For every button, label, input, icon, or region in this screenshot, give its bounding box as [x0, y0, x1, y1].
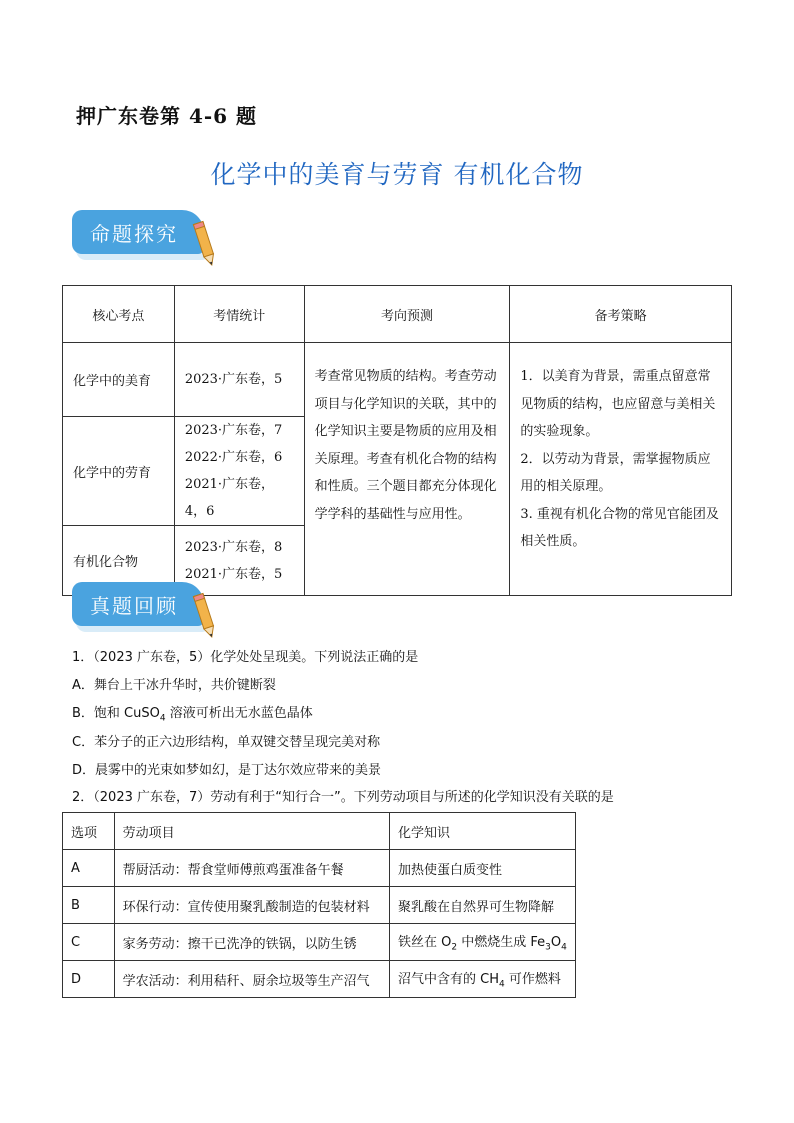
knowledge-cell: [389, 924, 575, 961]
knowledge-text: 沼气中含有的 CH: [397, 972, 499, 988]
stat-line: 2021·广东卷，4，6: [184, 477, 275, 519]
option-cell: C: [63, 924, 115, 961]
table-header-row: [63, 813, 576, 850]
stat-line: 2021·广东卷，5: [184, 566, 283, 582]
knowledge-text: 可作燃料: [504, 972, 561, 988]
stats-cell: [174, 417, 304, 526]
stat-line: 2023·广东卷，8: [184, 539, 283, 555]
pencil-icon: [192, 220, 218, 268]
page-title: 化学中的美育与劳育 有机化合物: [210, 160, 584, 189]
option-cell: B: [63, 887, 115, 924]
exam-supertitle: 押广东卷第 4-6 题: [76, 104, 258, 128]
topic-cell: 有机化合物: [63, 526, 175, 596]
section-badge-exploration: [72, 210, 220, 266]
strategy-cell: [510, 343, 732, 596]
option-cell: A: [63, 850, 115, 887]
prediction-cell: 考查常见物质的结构。考查劳动项目与化学知识的关联，其中的化学知识主要是物质的应用及相关原理。考查有机化合物的结构和性质。三个题目都充分体现化学学科的基础性与应用性。: [304, 343, 510, 596]
subscript: 4: [561, 942, 567, 953]
topic-cell: 化学中的劳育: [63, 417, 175, 526]
project-cell: 家务劳动：擦干已洗净的铁锅，以防生锈: [114, 924, 389, 961]
knowledge-cell: 聚乳酸在自然界可生物降解: [389, 887, 575, 924]
table-row: [63, 850, 576, 887]
header-cell: 考向预测: [304, 286, 510, 343]
strategy-item: 1．以美育为背景，需重点留意常见物质的结构，也应留意与美相关的实验现象。: [520, 369, 716, 439]
project-cell: 帮厨活动：帮食堂师傅煎鸡蛋准备午餐: [114, 850, 389, 887]
option-d: D．晨雾中的光束如梦如幻，是丁达尔效应带来的美景: [72, 763, 382, 778]
option-c: C．苯分子的正六边形结构，单双键交替呈现完美对称: [72, 735, 381, 750]
project-cell: 学农活动：利用秸秆、厨余垃圾等生产沼气: [114, 961, 389, 998]
topic-cell: 化学中的美育: [63, 343, 175, 417]
option-b-text: 溶液可析出无水蓝色晶体: [165, 706, 313, 721]
header-cell: 劳动项目: [114, 813, 389, 850]
header-cell: 化学知识: [389, 813, 575, 850]
option-b: [72, 702, 313, 724]
section-badge-review: [72, 582, 220, 638]
table-row: [63, 924, 576, 961]
strategy-item: 3. 重视有机化合物的常见官能团及相关性质。: [520, 506, 719, 549]
strategy-item: 2．以劳动为背景，需掌握物质应用的相关原理。: [520, 451, 711, 494]
knowledge-text: 中燃烧生成 Fe: [457, 935, 546, 951]
exploration-table: [62, 285, 732, 596]
stat-line: 2023·广东卷，5: [184, 372, 283, 387]
question-2-stem: 2．（2023 广东卷，7）劳动有利于“知行合一”。下列劳动项目与所述的化学知识没有关联的是: [72, 790, 614, 805]
stat-line: 2023·广东卷，7: [184, 423, 283, 438]
project-cell: 环保行动：宣传使用聚乳酸制造的包装材料: [114, 887, 389, 924]
knowledge-text: 铁丝在 O: [397, 935, 452, 951]
question-1-stem: 1．（2023 广东卷，5）化学处处呈现美。下列说法正确的是: [72, 650, 419, 665]
subscript: 2: [451, 942, 458, 953]
subscript: 4: [159, 713, 166, 724]
header-cell: 考情统计: [174, 286, 304, 343]
header-cell: 选项: [63, 813, 115, 850]
option-cell: D: [63, 961, 115, 998]
question-2-table: [62, 812, 576, 998]
stats-cell: [174, 343, 304, 417]
knowledge-cell: 加热使蛋白质变性: [389, 850, 575, 887]
knowledge-cell: [389, 961, 575, 998]
table-row: [63, 887, 576, 924]
option-a: A．舞台上干冰升华时，共价键断裂: [72, 678, 276, 693]
subscript: 4: [498, 979, 505, 990]
badge-label: 真题回顾: [90, 594, 178, 618]
knowledge-text: O: [550, 935, 562, 951]
header-cell: 核心考点: [63, 286, 175, 343]
pencil-icon: [192, 592, 218, 640]
option-b-text: B．饱和 CuSO: [72, 706, 160, 721]
stat-line: 2022·广东卷，6: [184, 450, 283, 465]
table-row: [63, 343, 732, 417]
table-header-row: [63, 286, 732, 343]
subscript: 3: [545, 942, 551, 953]
header-cell: 备考策略: [510, 286, 732, 343]
badge-label: 命题探究: [90, 222, 178, 246]
table-row: [63, 961, 576, 998]
